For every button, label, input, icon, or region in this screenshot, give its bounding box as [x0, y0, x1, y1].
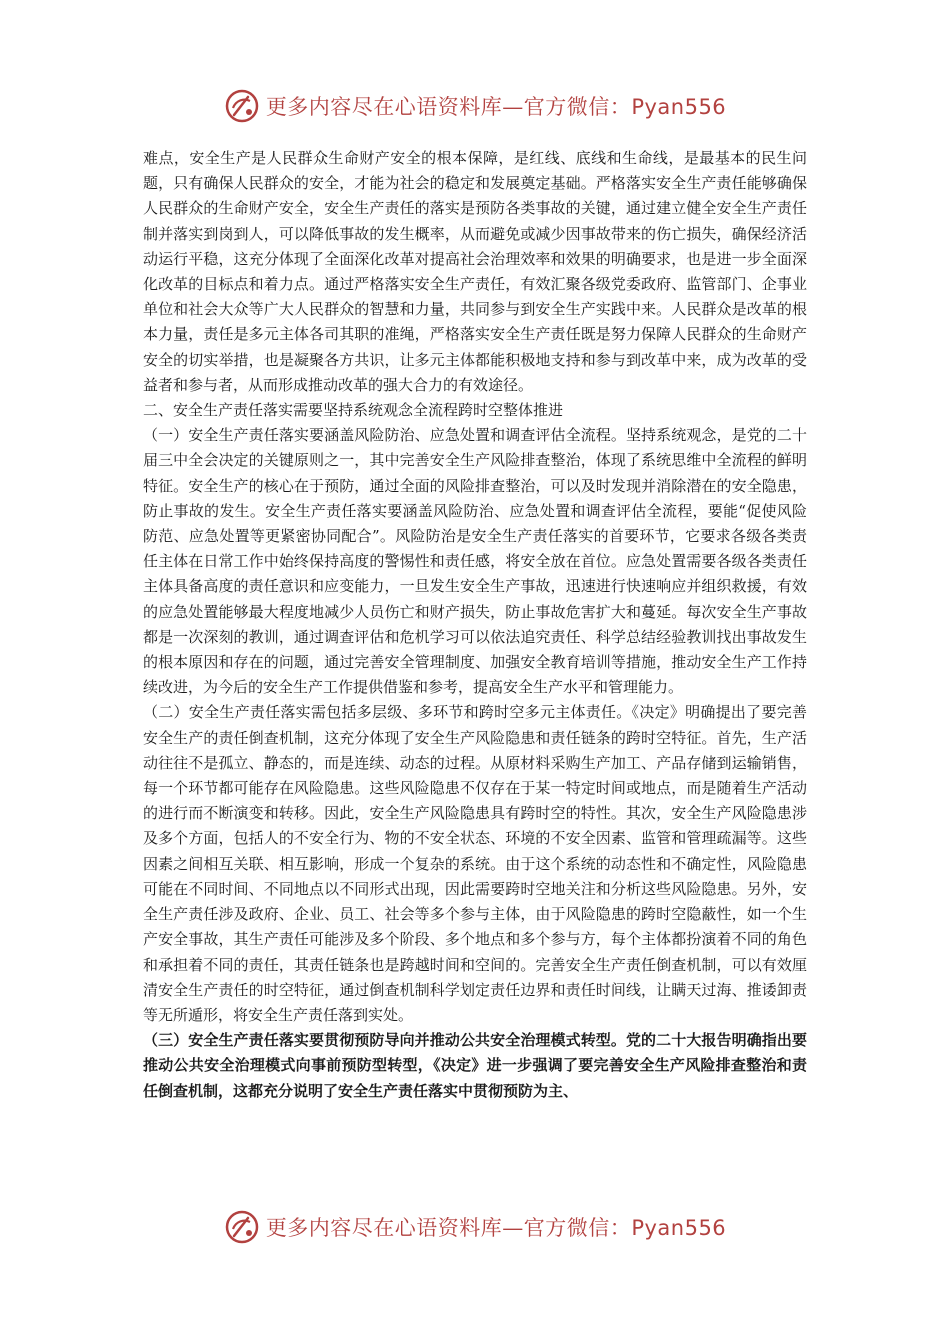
paragraph-4: （三）安全生产责任落实要贯彻预防导向并推动公共安全治理模式转型。党的二十大报告明确指出要推动公共安全治理模式向事前预防型转型，《决定》进一步强调了要完善安全生产风险排查整治和责任倒查机制，这都充分说明了安全生产责任落实中贯彻预防为主、 [143, 1031, 807, 1100]
document-body [143, 146, 807, 1104]
banner-label: 更多内容尽在心语资料库—官方微信： [265, 95, 632, 119]
banner-text [266, 1212, 726, 1242]
logo-icon [224, 1209, 260, 1245]
footer-banner [0, 1207, 950, 1247]
header-banner [0, 86, 950, 126]
section-heading: 二、安全生产责任落实需要坚持系统观念全流程跨时空整体推进 [143, 401, 564, 420]
banner-account: Pyan556 [631, 1216, 727, 1240]
banner-label: 更多内容尽在心语资料库—官方微信： [265, 1216, 632, 1240]
banner-account: Pyan556 [631, 95, 727, 119]
paragraph-3: （二）安全生产责任落实需包括多层级、多环节和跨时空多元主体责任。《决定》明确提出了要完善安全生产的责任倒查机制，这充分体现了安全生产风险隐患和责任链条的跨时空特征。首先，生产活动往往不是孤立、静态的，而是连续、动态的过程。从原材料采购生产加工、产品存储到运输销售，每一个环节都可能存在风险隐患。这些风险隐患不仅存在于某一特定时间或地点，而是随着生产活动的进行而不断演变和转移。因此，安全生产风险隐患具有跨时空的特性。其次，安全生产风险隐患涉及多个方面，包括人的不安全行为、物的不安全状态、环境的不安全因素、监管和管理疏漏等。这些因素之间相互关联、相互影响，形成一个复杂的系统。由于这个系统的动态性和不确定性，风险隐患可能在不同时间、不同地点以不同形式出现，因此需要跨时空地关注和分析这些风险隐患。另外，安全生产责任涉及政府、企业、员工、社会等多个参与主体，由于风险隐患的跨时空隐蔽性，如一个生产安全事故，其生产责任可能涉及多个阶段、多个地点和多个参与方，每个主体都扮演着不同的角色和承担着不同的责任，其责任链条也是跨越时间和空间的。完善安全生产责任倒查机制，可以有效厘清安全生产责任的时空特征，通过倒查机制科学划定责任边界和责任时间线，让瞒天过海、推诿卸责等无所遁形，将安全生产责任落到实处。 [143, 703, 807, 1024]
banner-text [266, 91, 726, 121]
paragraph-2: （一）安全生产责任落实要涵盖风险防治、应急处置和调查评估全流程。坚持系统观念，是党的二十届三中全会决定的关键原则之一，其中完善安全生产风险排查整治，体现了系统思维中全流程的鲜明特征。安全生产的核心在于预防，通过全面的风险排查整治，可以及时发现并消除潜在的安全隐患，防止事故的发生。安全生产责任落实要涵盖风险防治、应急处置和调查评估全流程，要能“促使风险防范、应急处置等更紧密协同配合”。风险防治是安全生产责任落实的首要环节，它要求各级各类责任主体在日常工作中始终保持高度的警惕性和责任感，将安全放在首位。应急处置需要各级各类责任主体具备高度的责任意识和应变能力，一旦发生安全生产事故，迅速进行快速响应并组织救援，有效的应急处置能够最大程度地减少人员伤亡和财产损失，防止事故危害扩大和蔓延。每次安全生产事故都是一次深刻的教训，通过调查评估和危机学习可以依法追究责任、科学总结经验教训找出事故发生的根本原因和存在的问题，通过完善安全管理制度、加强安全教育培训等措施，推动安全生产工作持续改进，为今后的安全生产工作提供借鉴和参考，提高安全生产水平和管理能力。 [143, 426, 807, 697]
logo-icon [224, 88, 260, 124]
paragraph-1: 难点，安全生产是人民群众生命财产安全的根本保障，是红线、底线和生命线，是最基本的民生问题，只有确保人民群众的安全，才能为社会的稳定和发展奠定基础。严格落实安全生产责任能够确保人民群众的生命财产安全，安全生产责任的落实是预防各类事故的关键，通过建立健全安全生产责任制并落实到岗到人，可以降低事故的发生概率，从而避免或减少因事故带来的伤亡损失，确保经济活动运行平稳，这充分体现了全面深化改革对提高社会治理效率和效果的明确要求，也是进一步全面深化改革的目标点和着力点。通过严格落实安全生产责任，有效汇聚各级党委政府、监管部门、企事业单位和社会大众等广大人民群众的智慧和力量，共同参与到安全生产实践中来。人民群众是改革的根本力量，责任是多元主体各司其职的准绳，严格落实安全生产责任既是努力保障人民群众的生命财产安全的切实举措，也是凝聚各方共识，让多元主体都能积极地支持和参与到改革中来，成为改革的受益者和参与者，从而形成推动改革的强大合力的有效途径。 [143, 149, 807, 394]
